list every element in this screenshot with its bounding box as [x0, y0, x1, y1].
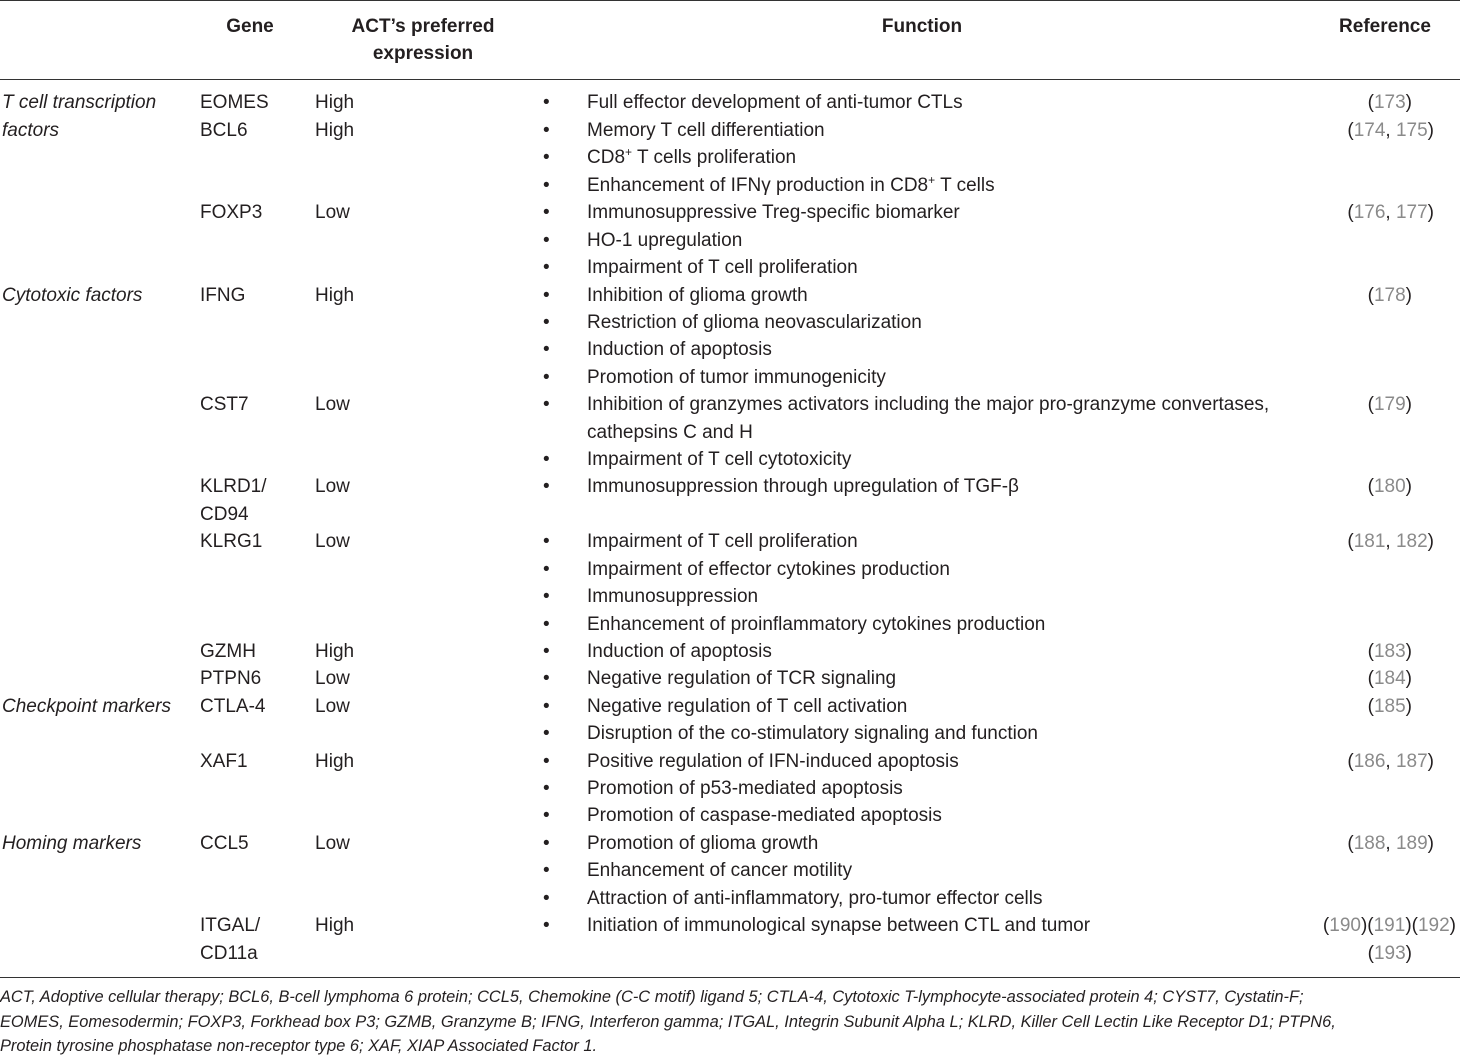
bullet-icon: • — [543, 367, 550, 388]
function-item: Memory T cell differentiation — [587, 120, 825, 141]
bullet-icon: • — [543, 339, 550, 360]
bullet-icon: • — [543, 449, 550, 470]
function-item: Full effector development of anti-tumor CTLs — [587, 92, 963, 113]
expression-cell: High — [315, 641, 355, 662]
reference-link[interactable]: 177 — [1395, 202, 1428, 223]
reference-cell: (178) — [1367, 285, 1412, 306]
gene-cell: KLRG1 — [200, 531, 263, 552]
reference-link[interactable]: 182 — [1395, 531, 1428, 552]
bullet-icon: • — [543, 668, 550, 689]
function-item: Impairment of T cell cytotoxicity — [587, 449, 852, 470]
header-expression-line2: expression — [372, 43, 474, 64]
function-item: Disruption of the co-stimulatory signaling and function — [587, 723, 1038, 744]
function-item: Enhancement of cancer motility — [587, 860, 853, 881]
reference-cell: (185) — [1367, 696, 1412, 717]
function-item: Inhibition of granzymes activators including the major pro-granzyme convertases, — [587, 394, 1270, 415]
reference-link[interactable]: 176 — [1353, 202, 1386, 223]
bullet-icon: • — [543, 120, 550, 141]
top-rule — [0, 0, 1460, 1]
gene-cell: PTPN6 — [200, 668, 262, 689]
gene-cell: CST7 — [200, 394, 249, 415]
bullet-icon: • — [543, 476, 550, 497]
function-item: Impairment of T cell proliferation — [587, 531, 858, 552]
function-item: Promotion of p53-mediated apoptosis — [587, 778, 903, 799]
reference-link[interactable]: 185 — [1373, 696, 1406, 717]
reference-link[interactable]: 174 — [1353, 120, 1386, 141]
reference-cell: (176, 177) — [1347, 202, 1434, 223]
expression-cell: High — [315, 915, 355, 936]
bullet-icon: • — [543, 888, 550, 909]
bullet-icon: • — [543, 614, 550, 635]
table-footnote — [0, 985, 1460, 1059]
bullet-icon: • — [543, 312, 550, 333]
bullet-icon: • — [543, 92, 550, 113]
gene-cell: IFNG — [200, 285, 246, 306]
gene-cell: BCL6 — [200, 120, 248, 141]
bullet-icon: • — [543, 285, 550, 306]
function-text: T cells — [935, 175, 995, 196]
header-expression-line1: ACT’s preferred — [351, 16, 495, 37]
function-item: Positive regulation of IFN-induced apoptosis — [587, 751, 959, 772]
gene-cell: GZMH — [200, 641, 256, 662]
bullet-icon: • — [543, 175, 550, 196]
function-item: Attraction of anti-inflammatory, pro-tumor effector cells — [587, 888, 1043, 909]
expression-cell: High — [315, 92, 355, 113]
expression-cell: Low — [315, 531, 350, 552]
function-item: Promotion of tumor immunogenicity — [587, 367, 886, 388]
function-text: Enhancement of IFNγ production in CD8 — [587, 175, 929, 196]
reference-link[interactable]: 173 — [1373, 92, 1406, 113]
footnote-line: EOMES, Eomesodermin; FOXP3, Forkhead box P3; GZMB, Granzyme B; IFNG, Interferon gamma; ITGAL, Integrin Subunit Alpha L; KLRD, Killer Cell Lectin Like Receptor D1; PTPN6, — [0, 1012, 1336, 1031]
header-gene: Gene — [226, 16, 274, 37]
reference-cell: (179) — [1367, 394, 1412, 415]
gene-cell: CTLA-4 — [200, 696, 266, 717]
footnote-line: ACT, Adoptive cellular therapy; BCL6, B-cell lymphoma 6 protein; CCL5, Chemokine (C-C motif) ligand 5; CTLA-4, Cytotoxic T-lymphocyte-associated protein 4; CYST7, Cystatin-F; — [0, 988, 1304, 1006]
function-item: HO-1 upregulation — [587, 230, 743, 251]
category-label: Checkpoint markers — [2, 696, 171, 717]
header-rule — [0, 79, 1460, 80]
bullet-icon: • — [543, 147, 550, 168]
gene-cell: XAF1 — [200, 751, 248, 772]
expression-cell: Low — [315, 696, 350, 717]
function-item: Immunosuppression through upregulation of TGF-β — [587, 476, 1019, 497]
category-label: factors — [2, 120, 60, 141]
reference-link[interactable]: 180 — [1373, 476, 1406, 497]
header-function: Function — [881, 16, 963, 37]
bullet-icon: • — [543, 641, 550, 662]
function-item-continuation: cathepsins C and H — [587, 422, 753, 443]
bullet-icon: • — [543, 915, 550, 936]
reference-cell: (186, 187) — [1347, 751, 1434, 772]
bullet-icon: • — [543, 723, 550, 744]
expression-cell: Low — [315, 394, 350, 415]
expression-cell: Low — [315, 668, 350, 689]
header-expression — [318, 13, 528, 67]
reference-link[interactable]: 178 — [1373, 285, 1406, 306]
function-item: Negative regulation of T cell activation — [587, 696, 908, 717]
bullet-icon: • — [543, 696, 550, 717]
gene-cell: ITGAL/ — [200, 915, 261, 936]
header-reference: Reference — [1339, 16, 1431, 37]
reference-link[interactable]: 188 — [1353, 833, 1386, 854]
reference-link[interactable]: 186 — [1353, 751, 1386, 772]
bullet-icon: • — [543, 778, 550, 799]
reference-cell: (174, 175) — [1347, 120, 1434, 141]
reference-link[interactable]: 183 — [1373, 641, 1406, 662]
function-text: T cells proliferation — [632, 147, 797, 168]
gene-cell: EOMES — [200, 92, 269, 113]
superscript-plus: + — [625, 145, 633, 159]
reference-cell: (173) — [1367, 92, 1412, 113]
function-item: Induction of apoptosis — [587, 641, 772, 662]
expression-cell: High — [315, 120, 355, 141]
function-item — [587, 144, 796, 171]
category-label: T cell transcription — [2, 92, 157, 113]
reference-link[interactable]: 190 — [1329, 915, 1361, 936]
expression-cell: Low — [315, 202, 350, 223]
reference-link[interactable]: 187 — [1395, 751, 1428, 772]
bullet-icon: • — [543, 202, 550, 223]
reference-link[interactable]: 193 — [1373, 943, 1406, 964]
function-item: Restriction of glioma neovascularization — [587, 312, 922, 333]
reference-cell: (183) — [1367, 641, 1412, 662]
reference-link[interactable]: 192 — [1417, 915, 1450, 936]
reference-cell: (181, 182) — [1347, 531, 1434, 552]
function-item: Immunosuppressive Treg-specific biomarker — [587, 202, 960, 223]
expression-cell: Low — [315, 476, 350, 497]
reference-link[interactable]: 184 — [1373, 668, 1406, 689]
expression-cell: Low — [315, 833, 350, 854]
function-item: Promotion of caspase-mediated apoptosis — [587, 805, 942, 826]
function-item: Induction of apoptosis — [587, 339, 772, 360]
function-item — [587, 172, 995, 199]
bullet-icon: • — [543, 833, 550, 854]
function-text: CD8 — [587, 147, 626, 168]
bullet-icon: • — [543, 860, 550, 881]
reference-cell: (190)(191)(192) — [1322, 915, 1456, 936]
gene-cell: CD94 — [200, 504, 249, 525]
function-item: Immunosuppression — [587, 586, 759, 607]
category-label: Cytotoxic factors — [2, 285, 143, 306]
function-item: Promotion of glioma growth — [587, 833, 819, 854]
reference-cell: (193) — [1367, 943, 1412, 964]
bullet-icon: • — [543, 586, 550, 607]
footnote-line: Protein tyrosine phosphatase non-receptor type 6; XAF, XIAP Associated Factor 1. — [0, 1037, 598, 1055]
function-item: Enhancement of proinflammatory cytokines production — [587, 614, 1046, 635]
function-item: Impairment of T cell proliferation — [587, 257, 858, 278]
reference-cell: (184) — [1367, 668, 1412, 689]
gene-cell: FOXP3 — [200, 202, 263, 223]
reference-link[interactable]: 175 — [1395, 120, 1428, 141]
bullet-icon: • — [543, 230, 550, 251]
bullet-icon: • — [543, 394, 550, 415]
bullet-icon: • — [543, 805, 550, 826]
reference-link[interactable]: 189 — [1395, 833, 1428, 854]
bullet-icon: • — [543, 531, 550, 552]
expression-cell: High — [315, 751, 355, 772]
bullet-icon: • — [543, 751, 550, 772]
reference-link[interactable]: 191 — [1373, 915, 1406, 936]
function-item: Inhibition of glioma growth — [587, 285, 808, 306]
gene-cell: KLRD1/ — [200, 476, 267, 497]
reference-cell: (180) — [1367, 476, 1412, 497]
superscript-plus: + — [928, 173, 936, 187]
bottom-rule — [0, 977, 1460, 978]
bullet-icon: • — [543, 257, 550, 278]
reference-cell: (188, 189) — [1347, 833, 1434, 854]
bullet-icon: • — [543, 559, 550, 580]
gene-cell: CD11a — [200, 943, 258, 964]
gene-cell: CCL5 — [200, 833, 249, 854]
reference-link[interactable]: 181 — [1353, 531, 1386, 552]
category-label: Homing markers — [2, 833, 142, 854]
function-item: Impairment of effector cytokines production — [587, 559, 950, 580]
expression-cell: High — [315, 285, 355, 306]
function-item: Initiation of immunological synapse between CTL and tumor — [587, 915, 1091, 936]
function-item: Negative regulation of TCR signaling — [587, 668, 897, 689]
reference-link[interactable]: 179 — [1373, 394, 1406, 415]
